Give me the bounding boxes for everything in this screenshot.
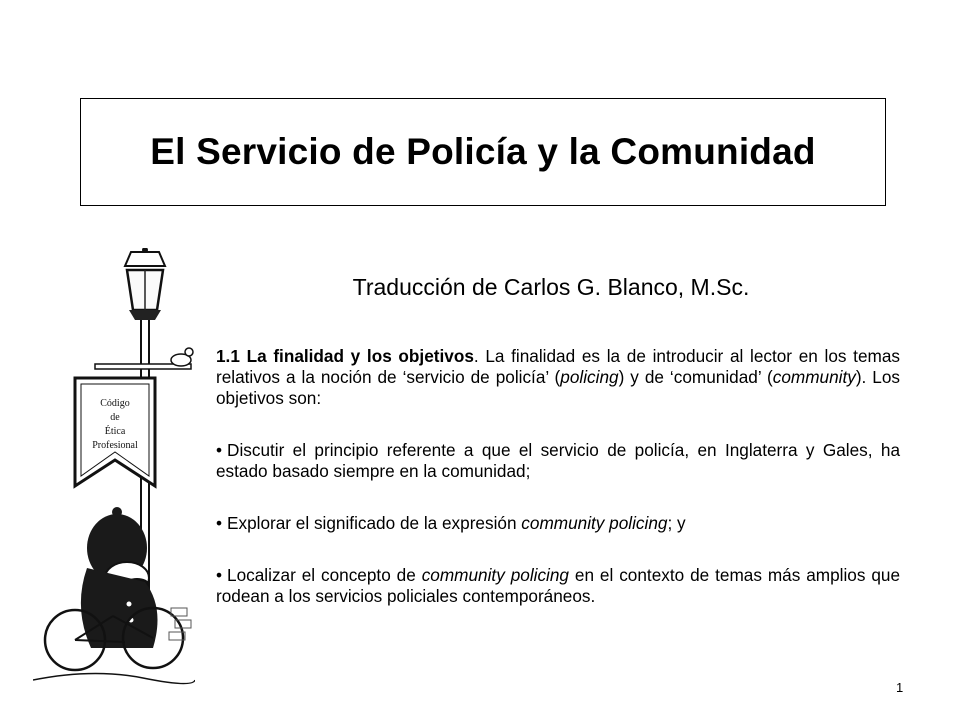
- slide-subtitle: Traducción de Carlos G. Blanco, M.Sc.: [352, 274, 750, 300]
- sign-line-1: Código: [100, 398, 130, 409]
- bullet-text-end: ; y: [667, 513, 686, 533]
- intro-italic-1: policing: [560, 367, 619, 387]
- sign-line-4: Profesional: [92, 440, 138, 451]
- bullet-italic: community policing: [421, 565, 569, 585]
- intro-text-1: . La finalidad es la de introducir al lector en los temas relativos a la noción de ‘servicio de policía’ (: [216, 346, 900, 387]
- intro-paragraph: [216, 346, 900, 409]
- bullet-text: Explorar el significado de la expresión: [227, 513, 522, 533]
- bullet-item: [216, 440, 900, 482]
- bullet-dot: •: [216, 513, 223, 533]
- sign-line-2: de: [110, 412, 120, 423]
- title-box: [80, 98, 886, 206]
- sign-line-3: Ética: [104, 426, 126, 437]
- intro-italic-2: community: [772, 367, 856, 387]
- intro-heading: 1.1 La finalidad y los objetivos: [216, 346, 474, 366]
- slide-body: [216, 346, 900, 638]
- bullet-item: [216, 565, 900, 607]
- bullet-item: [216, 513, 900, 534]
- intro-text-3: ). Los objetivos son:: [216, 367, 900, 408]
- bullet-italic: community policing: [521, 513, 668, 533]
- policeman-lamppost-illustration: [33, 248, 195, 688]
- bullet-text: Localizar el concepto de: [227, 565, 422, 585]
- bullet-dot: •: [216, 565, 223, 585]
- slide-title: El Servicio de Policía y la Comunidad: [150, 131, 816, 172]
- intro-text-2: ) y de ‘comunidad’ (: [618, 367, 773, 387]
- bullet-dot: •: [216, 440, 223, 460]
- bullet-text-end: en el contexto de temas más amplios que rodean a los servicios policiales contemporáneos.: [216, 565, 901, 606]
- page-number: 1: [896, 680, 904, 695]
- bullet-text: Discutir el principio referente a que el servicio de policía, en Inglaterra y Gales, ha estado basado siempre en la comunidad;: [216, 440, 900, 481]
